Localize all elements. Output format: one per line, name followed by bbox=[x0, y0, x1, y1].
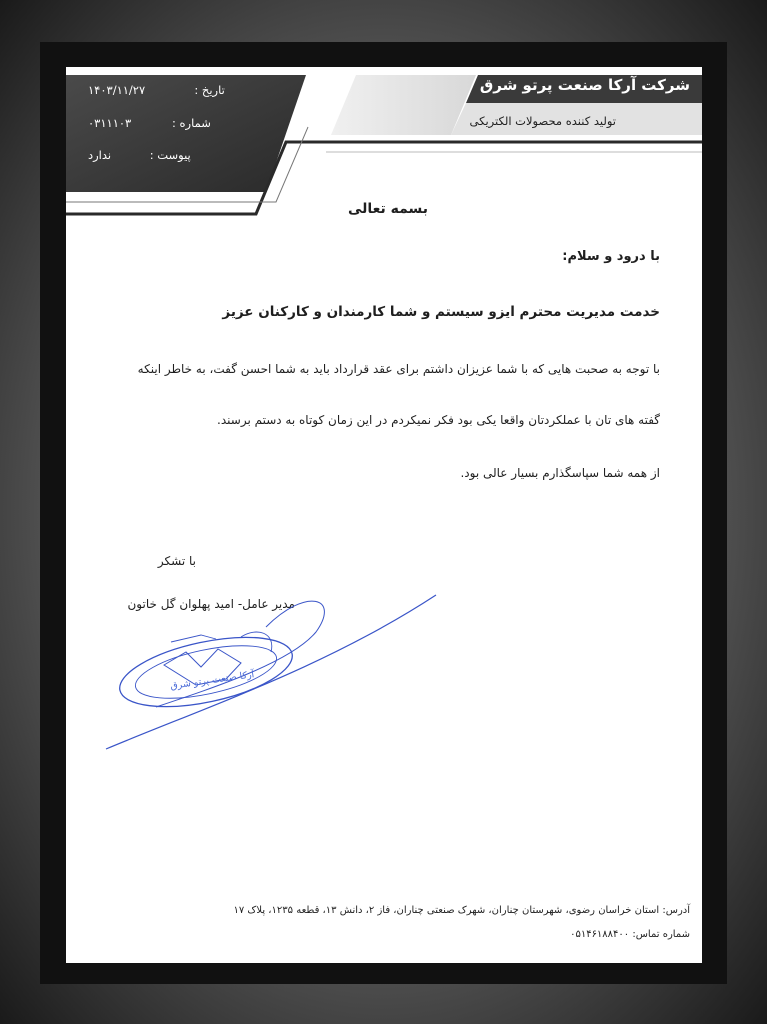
letter-opening: بسمه تعالی bbox=[347, 201, 429, 217]
signature-and-stamp bbox=[66, 67, 702, 963]
letter-paragraph-1: با توجه به صحبت هایی که با شما عزیزان داشتم برای عقد قرارداد باید به شما احسن گفت، به خاطر اینکه bbox=[137, 362, 660, 376]
company-subtitle: تولید کننده محصولات الکتریکی bbox=[469, 114, 616, 128]
letter-paragraph-2: گفته های تان با عملکردتان واقعا یکی بود فکر نمیکردم در این زمان کوتاه به دستم برسند. bbox=[217, 413, 660, 427]
number-label: شماره : bbox=[172, 116, 211, 130]
letter-closing: با تشکر bbox=[157, 554, 196, 568]
footer-address: آدرس: استان خراسان رضوی، شهرستان چناران، شهرک صنعتی چناران، فاز ۲، دانش ۱۳، قطعه ۱۲۳۵، پلاک ۱۷ bbox=[233, 905, 690, 916]
date-label: تاریخ : bbox=[194, 83, 225, 97]
company-name: شرکت آرکا صنعت پرتو شرق bbox=[479, 76, 690, 94]
date-value: ۱۴۰۳/۱۱/۲۷ bbox=[88, 83, 146, 97]
letter-greeting: با درود و سلام: bbox=[562, 249, 660, 264]
letter-paragraph-3: از همه شما سپاسگذارم بسیار عالی بود. bbox=[460, 466, 660, 480]
attachment-label: پیوست : bbox=[149, 148, 191, 162]
letter-signer: مدیر عامل- امید پهلوان گل خاتون bbox=[127, 597, 295, 611]
number-value: ۰۳۱۱۱۰۳ bbox=[88, 116, 132, 130]
letter-recipient: خدمت مدیریت محترم ایزو سیستم و شما کارمندان و کارکنان عزیز bbox=[222, 304, 660, 320]
attachment-value: ندارد bbox=[88, 148, 112, 162]
letter-page bbox=[66, 67, 702, 963]
footer-phone: شماره تماس: ۰۵۱۴۶۱۸۸۴۰۰ bbox=[570, 929, 690, 940]
stamp-text: آرکا صنعت پرتو شرق bbox=[169, 669, 255, 692]
